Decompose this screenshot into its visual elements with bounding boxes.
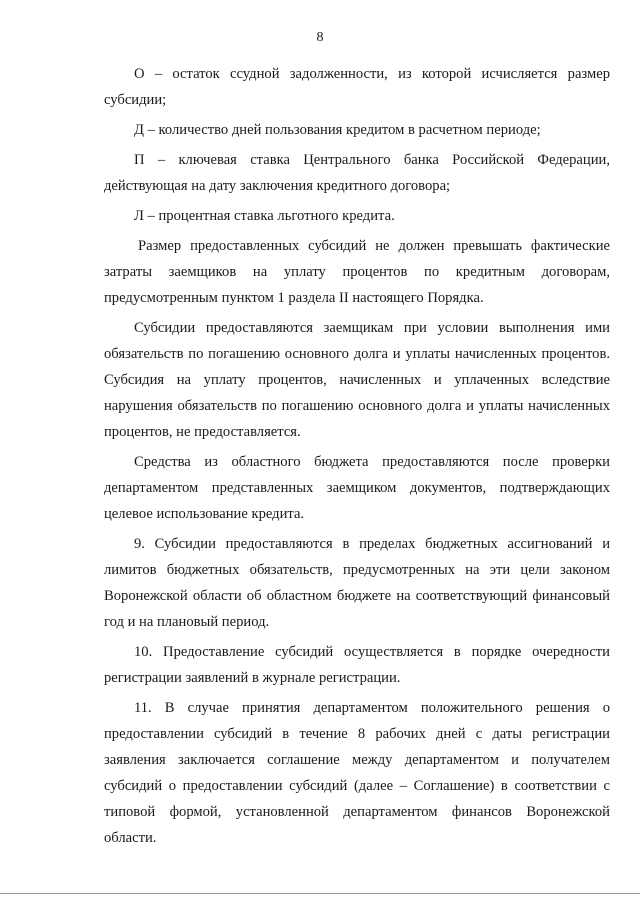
clause-11: 11. В случае принятия департаментом положительного решения о предоставлении субсидий в течение 8 рабочих дней с даты регистрации заявления заключается соглашение между департаментом и получателем субсидий о предоставлении субсидий (далее – Соглашение) в соответствии с типовой формой, установленной департаментом финансов Воронежской области.: [104, 700, 610, 846]
document-body: [104, 61, 610, 855]
definition-o: О – остаток ссудной задолженности, из которой исчисляется размер субсидии;: [104, 66, 610, 108]
paragraph-subsidy-limit: Размер предоставленных субсидий не должен превышать фактические затраты заемщиков на уплату процентов по кредитным договорам, предусмотренным пунктом 1 раздела II настоящего Порядка.: [104, 238, 610, 306]
definition-p: П – ключевая ставка Центрального банка Российской Федерации, действующая на дату заключения кредитного договора;: [104, 152, 610, 194]
paragraph-subsidy-conditions: Субсидии предоставляются заемщикам при условии выполнения ими обязательств по погашению основного долга и уплаты начисленных процентов. Субсидия на уплату процентов, начисленных и уплаченных вследствие нарушения обязательств по погашению основного долга и уплаты начисленных процентов, не предоставляется.: [104, 320, 610, 440]
definition-l: Л – процентная ставка льготного кредита.: [134, 208, 395, 224]
clause-9: 9. Субсидии предоставляются в пределах бюджетных ассигнований и лимитов бюджетных обязательств, предусмотренных на эти цели законом Воронежской области об областном бюджете на соответствующий финансовый год и на плановый период.: [104, 536, 610, 630]
paragraph-budget-funds: Средства из областного бюджета предоставляются после проверки департаментом представленных заемщиком документов, подтверждающих целевое использование кредита.: [104, 454, 610, 522]
page-number: 8: [316, 30, 324, 45]
clause-10: 10. Предоставление субсидий осуществляется в порядке очередности регистрации заявлений в журнале регистрации.: [104, 644, 610, 686]
footer-divider: [0, 893, 640, 894]
definition-d: Д – количество дней пользования кредитом в расчетном периоде;: [134, 122, 541, 138]
